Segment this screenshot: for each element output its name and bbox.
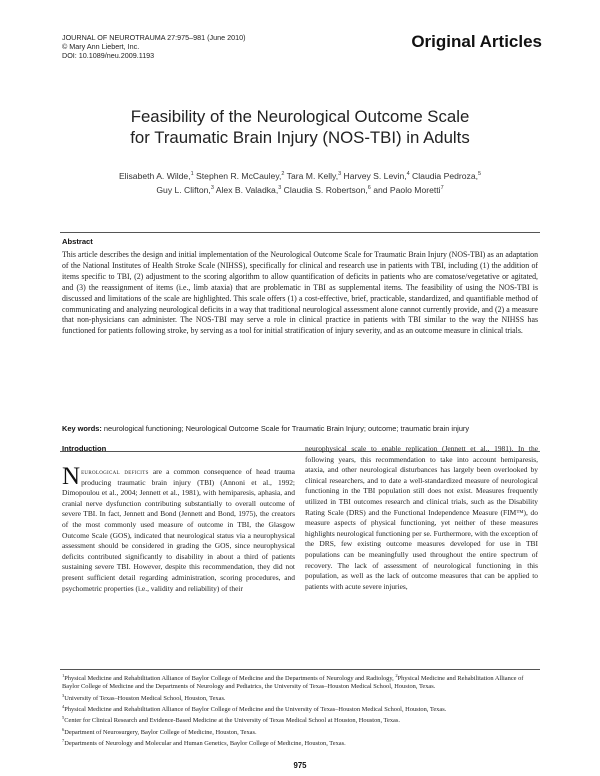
footnote-5	[62, 714, 538, 725]
footnote-marker: 5	[62, 715, 65, 721]
footnote-text: Physical Medicine and Rehabilitation Alliance of Baylor College of Medicine and the Departments of Neurology and Radiology,	[64, 675, 396, 683]
footnote-3	[62, 692, 538, 703]
title-line-1: Feasibility of the Neurological Outcome Scale	[130, 107, 470, 126]
author-name: Elisabeth A. Wilde,	[118, 170, 191, 181]
footnote-text: Physical Medicine and Rehabilitation Alliance of Baylor College of Medicine and the Departments of Neurology and Pediatrics, the University of Texas–Houston Medical School, Houston, Texas.	[62, 675, 524, 691]
keywords	[62, 424, 538, 435]
opening-smallcaps: eurological deficits	[81, 467, 149, 476]
footnote-marker: 1	[62, 673, 65, 678]
footnote-text: Department of Neurosurgery, Baylor College of Medicine, Houston, Texas.	[64, 728, 257, 736]
footnote-1	[62, 672, 538, 692]
author-name: Guy L. Clifton,	[156, 184, 211, 195]
author-name: Stephen R. McCauley,	[193, 170, 282, 181]
footnote-marker: 6	[62, 726, 65, 732]
affiliation-marker: 5	[478, 171, 482, 177]
journal-header	[62, 33, 246, 60]
section-heading: Original Articles	[411, 32, 542, 51]
author-name: Harvey S. Levin,	[341, 170, 407, 181]
article-title	[60, 106, 540, 148]
footnote-marker: 7	[62, 737, 65, 743]
abstract-heading: Abstract	[62, 237, 93, 246]
footnote-rule	[60, 669, 540, 670]
affiliation-footnotes	[62, 672, 538, 748]
title-line-2: for Traumatic Brain Injury (NOS-TBI) in Adults	[130, 128, 470, 147]
keywords-text: neurological functioning; Neurological Outcome Scale for Traumatic Brain Injury; outcome; traumatic brain injury	[101, 424, 470, 433]
author-list	[60, 168, 540, 196]
affiliation-marker: 4	[406, 171, 410, 177]
footnote-text: Departments of Neurology and Molecular and Human Genetics, Baylor College of Medicine, Houston, Texas.	[64, 739, 346, 747]
footnote-marker: 3	[62, 692, 65, 698]
affiliation-marker: 3	[278, 184, 282, 191]
author-name: and Paolo Moretti	[370, 184, 441, 195]
footnote-text: Center for Clinical Research and Evidence-Based Medicine at the University of Texas Medical School at Houston, Houston, Texas.	[64, 717, 400, 725]
page-number: 975	[293, 761, 307, 770]
footnote-4	[62, 703, 538, 714]
drop-cap: N	[62, 463, 81, 490]
author-name: Claudia Pedroza,	[409, 170, 478, 181]
author-line-2	[60, 182, 540, 196]
copyright-line: © Mary Ann Liebert, Inc.	[62, 42, 140, 51]
journal-citation: JOURNAL OF NEUROTRAUMA 27:975–981 (June 2010)	[62, 33, 246, 42]
introduction-heading: Introduction	[62, 444, 107, 453]
footnote-text: Physical Medicine and Rehabilitation Alliance of Baylor College of Medicine and the University of Texas–Houston Medical School, Houston, Texas.	[64, 705, 447, 713]
keywords-label: Key words:	[62, 424, 102, 433]
affiliation-marker: 3	[338, 171, 342, 177]
affiliation-marker: 1	[190, 171, 194, 177]
footnote-marker: 4	[62, 703, 65, 709]
affiliation-marker: 2	[281, 171, 285, 177]
abstract-body: This article describes the design and initial implementation of the Neurological Outcome Scale for Traumatic Brain Injury (NOS-TBI) as an adaptation of the National Institutes of Health Stroke Scale (NIHSS), specifically for clinical and research use in patients with TBI, including (1) the addition of items specific to TBI, (2) adjustment to the scoring algorithm to allow quantification of deficits in patients who are comatose/vegetative or agitated, and (3) the reassignment of items (i.e., limb ataxia) that are problematic in TBI as supplemental items. The feasibility of using the NOS-TBI is discussed and limitations of the scale are highlighted. This scale offers (1) a cost-effective, brief, practicable, standardized, and quantifiable method of communicating and analyzing neurological deficits in a way that traditional neurological assessment alone cannot currently provide, and (2) a measure that non-physicians can administer. The NOS-TBI may serve a role in clinical practice in patients with TBI similar to the way the NIHSS has functioned for patients following stroke, by serving as a tool for initial stratification of injury severity, and as an outcome measure in clinical trials.	[62, 250, 538, 336]
doi-line: DOI: 10.1089/neu.2009.1193	[62, 51, 155, 60]
affiliation-marker: 6	[367, 184, 371, 191]
intro-right-column: neurophysical scale to enable replication (Jennett et al., 1981). In the following years, this recommendation to take into account hemiparesis, ataxia, and other neurological disturbances has largely been overlooked by clinical researchers, and to date a well-standardized measure of neurological functioning in the TBI population still does not exist. Measures frequently utilized in TBI outcomes research and clinical trials, such as the Disability Rating Scale (DRS) and the Functional Independence Measure (FIM™), do measure aspects of physical functioning, yet neither of these measures highlights neurological functioning per se. Furthermore, with the exception of the DRS, few existing outcome measures developed for use in TBI populations can be meaningfully used throughout the entire spectrum of recovery. The lack of assessment of neurological functioning in this population, as well as the lack of outcome measures that can be applied to patients with acute severe injuries,	[305, 444, 538, 591]
affiliation-marker: 7	[440, 184, 444, 191]
intro-left-column	[62, 463, 295, 594]
affiliation-marker: 3	[210, 184, 214, 191]
author-name: Claudia S. Robertson,	[281, 184, 368, 195]
footnote-marker: 2	[395, 673, 398, 678]
intro-left-text: are a common consequence of head trauma producing traumatic brain injury (TBI) (Annoni et al., 1992; Dimopoulou et al., 2004; Jennett et al., 1981), with hemiparesis, aphasia, and cranial nerve dysfunction contributing substantially to overall outcome of severe TBI. In fact, Jennett and Bond (Jennett and Bond, 1975), the creators of the most commonly used measure of outcome in TBI, the Glasgow Outcome Scale (GOS), indicated that neurological status via a neurophysical assessment should be considered in grading the GOS, since neurophysical deficits contributed significantly to disability in about a third of patients sustaining severe TBI. However, despite this recommendation, they did not present sufficient detail regarding administration, scoring procedures, and psychometric properties (i.e., validity and reliability) of their	[62, 467, 295, 593]
author-line-1	[60, 168, 540, 182]
footnote-text: University of Texas–Houston Medical School, Houston, Texas.	[64, 694, 226, 702]
author-name: Alex B. Valadka,	[213, 184, 279, 195]
footnote-7	[62, 737, 538, 748]
author-name: Tara M. Kelly,	[284, 170, 339, 181]
footnote-6	[62, 726, 538, 737]
abstract-top-rule	[60, 232, 540, 233]
